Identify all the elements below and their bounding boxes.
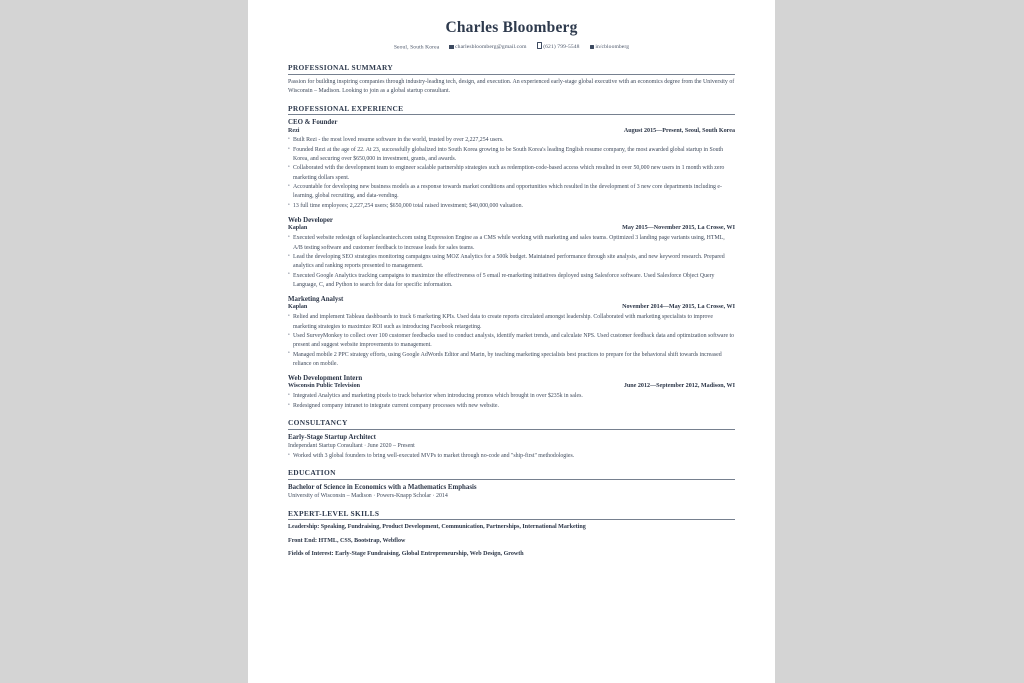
contact-phone-group[interactable] xyxy=(537,44,580,50)
section-title-skills: EXPERT-LEVEL SKILLS xyxy=(288,508,380,518)
experience-subheader xyxy=(288,383,735,391)
experience-role: Web Developer xyxy=(288,217,333,225)
experience-bullet: • 13 full time employees; 2,227,254 users; $650,000 total raised investment; $40,000,000 valuation. xyxy=(288,202,735,211)
section-divider xyxy=(288,479,735,480)
experience-role: CEO & Founder xyxy=(288,119,338,127)
contact-linkedin-group[interactable] xyxy=(590,44,630,50)
skill-row: Leadership: Speaking, Fundraising, Product Development, Communication, Partnerships, International Marketing xyxy=(288,524,586,531)
experience-role: Web Development Intern xyxy=(288,375,363,383)
experience-dates-location: May 2015—November 2015, La Crosse, WI xyxy=(622,225,735,232)
consultancy-entry-list xyxy=(288,433,735,462)
experience-subheader xyxy=(288,225,735,233)
contact-email: charlesbloomberg@gmail.com xyxy=(455,44,527,51)
experience-entry xyxy=(288,216,735,290)
contact-line xyxy=(288,42,735,52)
experience-entry-list xyxy=(288,118,735,411)
section-title-education: EDUCATION xyxy=(288,468,336,478)
skill-row: Front End: HTML, CSS, Bootstrap, Webflow xyxy=(288,537,406,544)
experience-bullet: • Used SurveyMonkey to collect over 100 customer feedbacks used to conduct analysis, identify market trends, and calculate NPS. Used customer feedback data and optimization software to present and suggest website improvements to management. xyxy=(288,332,735,351)
experience-company: Kaplan xyxy=(288,304,308,311)
skill-row: Fields of Interest: Early-Stage Fundraising, Global Entrepreneurship, Web Design, Growth xyxy=(288,550,524,557)
experience-bullet: • Executed Google Analytics tracking campaigns to maximize the effectiveness of 5 email re-marketing initiatives deployed using Salesforce software. Used Salesforce Object Query Language, C, and Python to search for data for specific information. xyxy=(288,272,735,291)
consultancy-bullet: • Worked with 3 global founders to bring well-executed MVPs to market through no-code and "ship-first" methodologies. xyxy=(288,452,735,461)
section-consultancy xyxy=(288,418,735,461)
experience-bullet: • Collaborated with the development team to engineer scalable partnership strategies such as redemption-code-based access which resulted in over 50,000 new users in 1 month with zero marketing dollars spent. xyxy=(288,164,735,183)
experience-bullet: • Accountable for developing new business models as a response towards market conditions and opportunities which resulted in the development of 3 new core departments including e-learning, global recruiting, and data-vending. xyxy=(288,183,735,202)
contact-phone: (621) 799-5548 xyxy=(543,44,580,51)
contact-email-group[interactable] xyxy=(449,44,526,50)
experience-bullet-list xyxy=(288,392,735,411)
experience-bullet: • Executed website redesign of kaplancleantech.com using Expression Engine as a CMS while working with marketing and sales teams. Optimized 3 landing page variants using, HTML, A/B testing software and customer feedback to increase leads for sales teams. xyxy=(288,234,735,253)
section-divider xyxy=(288,429,735,430)
resume-page xyxy=(248,0,775,683)
resume-header xyxy=(288,18,735,56)
experience-bullet: • Lead the developing SEO strategies monitoring campaigns using MOZ Analytics for a 500k budget. Maintained performance through site analysis, and new keyword research. Prepared analytics and ranking reports presented to management. xyxy=(288,253,735,272)
experience-company: Rezi xyxy=(288,127,300,134)
experience-entry xyxy=(288,374,735,411)
experience-entry xyxy=(288,118,735,211)
experience-entry xyxy=(288,295,735,369)
experience-bullet: • Integrated Analytics and marketing pixels to track behavior when introducing promos which brought in over $235k in sales. xyxy=(288,392,735,401)
experience-bullet: • Redesigned company intranet to integrate current company processes with new website. xyxy=(288,402,735,411)
experience-bullet: • Founded Rezi at the age of 22. At 23, successfully globalized into South Korea growing to be South Korea's leading English resume company, the most awarded global startup in South Korea, and securing over $650,000 in investment, grants, and awards. xyxy=(288,146,735,165)
education-degree: Bachelor of Science in Economics with a Mathematics Emphasis xyxy=(288,483,477,491)
contact-linkedin: in/cbloomberg xyxy=(595,44,630,51)
section-divider xyxy=(288,519,735,520)
consultancy-detail: Independant Startup Consultant · June 2020 – Present xyxy=(288,442,415,449)
consultancy-role: Early-Stage Startup Architect xyxy=(288,433,376,441)
skills-list xyxy=(288,523,735,559)
contact-location: Seoul, South Korea xyxy=(393,44,440,51)
candidate-name: Charles Bloomberg xyxy=(445,19,578,36)
experience-dates-location: June 2012—September 2012, Madison, WI xyxy=(623,383,735,390)
experience-bullet: • Managed mobile 2 PPC strategy efforts, using Google AdWords Editor and Marin, by teaching marketing specialists best practices to prepare for the behavioral shift towards increased reliance on mobile. xyxy=(288,351,735,370)
education-detail: University of Wisconsin – Madison · Powers-Knapp Scholar · 2014 xyxy=(288,493,448,500)
experience-bullet: • Relied and implement Tableau dashboards to track 6 marketing KPIs. Used data to create reports circulated amongst leadership. Collaborated with marketing specialists to improve marketing strategies to maximize ROI such as introducing Facebook retargeting. xyxy=(288,313,735,332)
consultancy-entry xyxy=(288,433,735,462)
phone-icon xyxy=(537,42,542,49)
experience-subheader xyxy=(288,128,735,136)
section-divider xyxy=(288,114,735,115)
experience-subheader xyxy=(288,304,735,312)
section-title-experience: PROFESSIONAL EXPERIENCE xyxy=(288,103,404,113)
section-professional-experience xyxy=(288,104,735,411)
section-title-consultancy: CONSULTANCY xyxy=(288,418,348,428)
education-entry xyxy=(288,483,735,502)
consultancy-bullet-list xyxy=(288,452,735,461)
summary-text: Passion for building inspiring companies through industry-leading tech, design, and execution. An experienced early-stage global executive with an economics degree from the University of Wisconsin – Madison. Looking to join as a global startup consultant. xyxy=(288,78,735,95)
envelope-icon xyxy=(449,45,453,49)
section-skills xyxy=(288,509,735,560)
experience-role: Marketing Analyst xyxy=(288,296,344,304)
experience-company: Wisconsin Public Television xyxy=(288,383,361,390)
experience-bullet-list xyxy=(288,313,735,369)
experience-bullet-list xyxy=(288,136,735,211)
experience-bullet-list xyxy=(288,234,735,290)
section-education xyxy=(288,468,735,501)
linkedin-icon xyxy=(590,45,594,49)
section-divider xyxy=(288,74,735,75)
experience-company: Kaplan xyxy=(288,225,308,232)
experience-dates-location: August 2015—Present, Seoul, South Korea xyxy=(623,127,735,134)
experience-bullet: • Built Rezi - the most loved resume software in the world, trusted by over 2,227,254 users. xyxy=(288,136,735,145)
experience-dates-location: November 2014—May 2015, La Crosse, WI xyxy=(622,304,735,311)
section-professional-summary xyxy=(288,63,735,97)
section-title-summary: PROFESSIONAL SUMMARY xyxy=(288,63,394,73)
